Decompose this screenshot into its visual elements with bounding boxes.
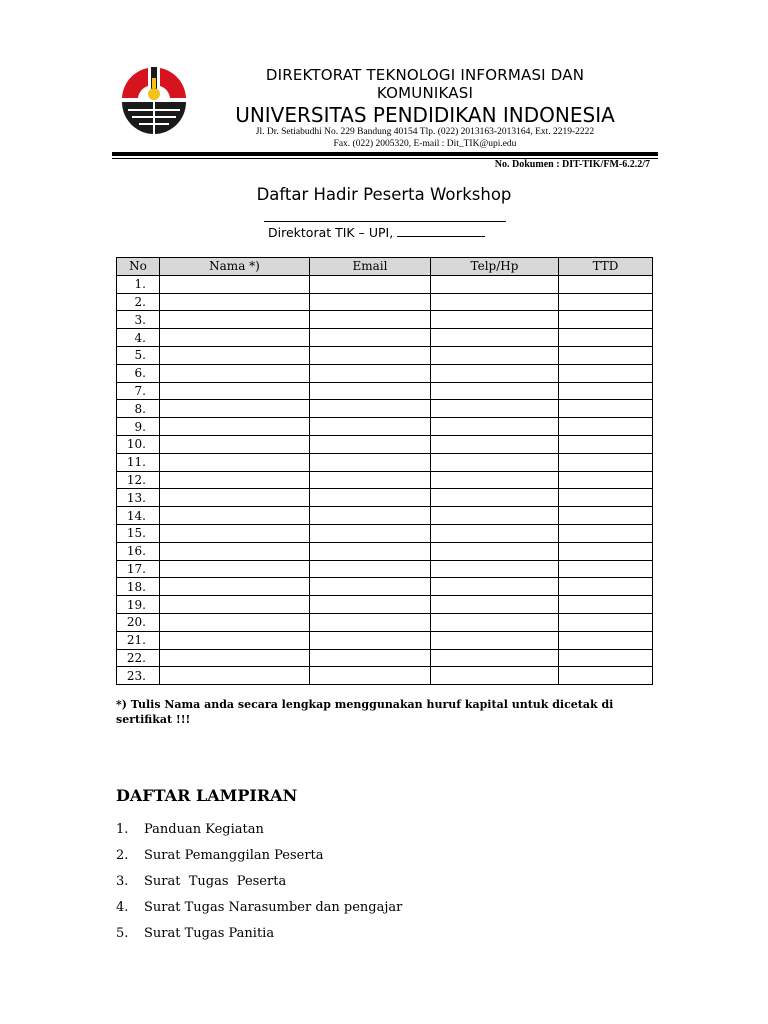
telp-cell bbox=[431, 542, 559, 560]
nama-cell bbox=[160, 418, 310, 436]
table-row bbox=[117, 346, 653, 364]
row-number: 3. bbox=[117, 311, 160, 329]
email-cell bbox=[310, 596, 431, 614]
telp-cell bbox=[431, 667, 559, 685]
subtitle-text: Direktorat TIK – UPI, bbox=[268, 225, 394, 240]
email-cell bbox=[310, 311, 431, 329]
telp-cell bbox=[431, 400, 559, 418]
row-number: 8. bbox=[117, 400, 160, 418]
lampiran-item-text: Panduan Kegiatan bbox=[144, 822, 264, 837]
telp-cell bbox=[431, 613, 559, 631]
telp-cell bbox=[431, 631, 559, 649]
row-number: 12. bbox=[117, 471, 160, 489]
row-number: 11. bbox=[117, 453, 160, 471]
row-number: 19. bbox=[117, 596, 160, 614]
nama-cell bbox=[160, 613, 310, 631]
email-cell bbox=[310, 613, 431, 631]
telp-cell bbox=[431, 578, 559, 596]
ttd-cell bbox=[559, 507, 653, 525]
telp-cell bbox=[431, 382, 559, 400]
ttd-cell bbox=[559, 311, 653, 329]
table-row bbox=[117, 364, 653, 382]
lampiran-item-text: Surat Pemanggilan Peserta bbox=[144, 848, 324, 863]
row-number: 1. bbox=[117, 275, 160, 293]
nama-cell bbox=[160, 293, 310, 311]
row-number: 17. bbox=[117, 560, 160, 578]
telp-cell bbox=[431, 293, 559, 311]
email-cell bbox=[310, 382, 431, 400]
email-cell bbox=[310, 275, 431, 293]
table-body bbox=[117, 275, 653, 684]
ttd-cell bbox=[559, 435, 653, 453]
lampiran-item bbox=[116, 847, 324, 865]
table-row bbox=[117, 631, 653, 649]
telp-cell bbox=[431, 311, 559, 329]
nama-cell bbox=[160, 489, 310, 507]
header-ttd: TTD bbox=[559, 258, 653, 276]
nama-cell bbox=[160, 400, 310, 418]
table-row bbox=[117, 435, 653, 453]
table-row bbox=[117, 382, 653, 400]
table-row bbox=[117, 596, 653, 614]
nama-cell bbox=[160, 364, 310, 382]
nama-cell bbox=[160, 578, 310, 596]
nama-cell bbox=[160, 346, 310, 364]
document-number: No. Dokumen : DIT-TIK/FM-6.2.2/7 bbox=[494, 159, 650, 170]
lampiran-item bbox=[116, 873, 286, 891]
telp-cell bbox=[431, 649, 559, 667]
telp-cell bbox=[431, 489, 559, 507]
email-cell bbox=[310, 293, 431, 311]
email-cell bbox=[310, 489, 431, 507]
telp-cell bbox=[431, 524, 559, 542]
row-number: 21. bbox=[117, 631, 160, 649]
row-number: 14. bbox=[117, 507, 160, 525]
email-cell bbox=[310, 542, 431, 560]
lampiran-item bbox=[116, 925, 274, 943]
header-divider-thick bbox=[112, 152, 658, 156]
ttd-cell bbox=[559, 346, 653, 364]
telp-cell bbox=[431, 364, 559, 382]
table-row bbox=[117, 542, 653, 560]
lampiran-item bbox=[116, 899, 402, 917]
telp-cell bbox=[431, 275, 559, 293]
table-row bbox=[117, 453, 653, 471]
ttd-cell bbox=[559, 578, 653, 596]
row-number: 10. bbox=[117, 435, 160, 453]
ttd-cell bbox=[559, 542, 653, 560]
table-row bbox=[117, 578, 653, 596]
lampiran-item-number: 3. bbox=[116, 874, 129, 889]
email-cell bbox=[310, 418, 431, 436]
email-cell bbox=[310, 649, 431, 667]
row-number: 9. bbox=[117, 418, 160, 436]
nama-cell bbox=[160, 311, 310, 329]
address-line-2: Fax. (022) 2005320, E-mail : Dit_TIK@upi.edu bbox=[333, 139, 517, 149]
lampiran-item-number: 4. bbox=[116, 900, 129, 915]
email-cell bbox=[310, 435, 431, 453]
ttd-cell bbox=[559, 418, 653, 436]
header-telp: Telp/Hp bbox=[431, 258, 559, 276]
telp-cell bbox=[431, 596, 559, 614]
nama-cell bbox=[160, 435, 310, 453]
ttd-cell bbox=[559, 524, 653, 542]
table-row bbox=[117, 275, 653, 293]
upi-emblem-icon bbox=[118, 64, 190, 136]
ttd-cell bbox=[559, 613, 653, 631]
form-title: Daftar Hadir Peserta Workshop bbox=[256, 185, 512, 204]
nama-cell bbox=[160, 649, 310, 667]
lampiran-item-text: Surat Tugas Narasumber dan pengajar bbox=[144, 900, 403, 915]
telp-cell bbox=[431, 329, 559, 347]
ttd-cell bbox=[559, 453, 653, 471]
nama-cell bbox=[160, 507, 310, 525]
table-row bbox=[117, 613, 653, 631]
email-cell bbox=[310, 329, 431, 347]
ttd-cell bbox=[559, 382, 653, 400]
nama-cell bbox=[160, 560, 310, 578]
email-cell bbox=[310, 578, 431, 596]
nama-cell bbox=[160, 667, 310, 685]
ttd-cell bbox=[559, 400, 653, 418]
lampiran-item-number: 1. bbox=[116, 822, 129, 837]
header-no: No bbox=[117, 258, 160, 276]
table-row bbox=[117, 329, 653, 347]
lampiran-title: DAFTAR LAMPIRAN bbox=[116, 786, 298, 805]
nama-cell bbox=[160, 453, 310, 471]
nama-cell bbox=[160, 542, 310, 560]
ttd-cell bbox=[559, 364, 653, 382]
email-cell bbox=[310, 400, 431, 418]
row-number: 7. bbox=[117, 382, 160, 400]
table-row bbox=[117, 293, 653, 311]
telp-cell bbox=[431, 453, 559, 471]
university-name: UNIVERSITAS PENDIDIKAN INDONESIA bbox=[235, 103, 615, 127]
email-cell bbox=[310, 524, 431, 542]
ttd-cell bbox=[559, 631, 653, 649]
row-number: 22. bbox=[117, 649, 160, 667]
telp-cell bbox=[431, 435, 559, 453]
nama-cell bbox=[160, 329, 310, 347]
telp-cell bbox=[431, 471, 559, 489]
ttd-cell bbox=[559, 329, 653, 347]
row-number: 2. bbox=[117, 293, 160, 311]
lampiran-item-text: Surat Tugas Panitia bbox=[144, 926, 275, 941]
table-row bbox=[117, 667, 653, 685]
email-cell bbox=[310, 667, 431, 685]
header-email: Email bbox=[310, 258, 431, 276]
email-cell bbox=[310, 471, 431, 489]
ttd-cell bbox=[559, 596, 653, 614]
table-row bbox=[117, 489, 653, 507]
attendance-table bbox=[116, 257, 653, 685]
nama-cell bbox=[160, 382, 310, 400]
lampiran-item-text: Surat Tugas Peserta bbox=[144, 874, 287, 889]
table-row bbox=[117, 311, 653, 329]
directorate-name: DIREKTORAT TEKNOLOGI INFORMASI DAN KOMUNIKASI bbox=[265, 66, 585, 102]
table-row bbox=[117, 649, 653, 667]
row-number: 6. bbox=[117, 364, 160, 382]
address-line-1: Jl. Dr. Setiabudhi No. 229 Bandung 40154 Tlp. (022) 2013163-2013164, Ext. 2219-2222 bbox=[255, 127, 595, 137]
ttd-cell bbox=[559, 293, 653, 311]
footnote: *) Tulis Nama anda secara lengkap menggunakan huruf kapital untuk dicetak di sertifikat !!! bbox=[116, 698, 614, 726]
lampiran-item-number: 2. bbox=[116, 848, 129, 863]
lampiran-item-number: 5. bbox=[116, 926, 129, 941]
email-cell bbox=[310, 560, 431, 578]
nama-cell bbox=[160, 631, 310, 649]
table-header-row bbox=[117, 258, 653, 276]
ttd-cell bbox=[559, 649, 653, 667]
nama-cell bbox=[160, 596, 310, 614]
email-cell bbox=[310, 346, 431, 364]
telp-cell bbox=[431, 560, 559, 578]
table-row bbox=[117, 471, 653, 489]
email-cell bbox=[310, 364, 431, 382]
row-number: 15. bbox=[117, 524, 160, 542]
email-cell bbox=[310, 631, 431, 649]
row-number: 16. bbox=[117, 542, 160, 560]
ttd-cell bbox=[559, 489, 653, 507]
row-number: 18. bbox=[117, 578, 160, 596]
table-row bbox=[117, 400, 653, 418]
row-number: 23. bbox=[117, 667, 160, 685]
date-blank bbox=[397, 224, 485, 237]
nama-cell bbox=[160, 471, 310, 489]
table-row bbox=[117, 507, 653, 525]
row-number: 13. bbox=[117, 489, 160, 507]
row-number: 5. bbox=[117, 346, 160, 364]
lampiran-item bbox=[116, 821, 264, 839]
table-row bbox=[117, 418, 653, 436]
email-cell bbox=[310, 507, 431, 525]
table-row bbox=[117, 524, 653, 542]
event-name-blank bbox=[264, 221, 506, 222]
ttd-cell bbox=[559, 275, 653, 293]
email-cell bbox=[310, 453, 431, 471]
nama-cell bbox=[160, 524, 310, 542]
telp-cell bbox=[431, 507, 559, 525]
telp-cell bbox=[431, 418, 559, 436]
telp-cell bbox=[431, 346, 559, 364]
nama-cell bbox=[160, 275, 310, 293]
row-number: 4. bbox=[117, 329, 160, 347]
form-subtitle bbox=[268, 224, 485, 241]
row-number: 20. bbox=[117, 613, 160, 631]
table-row bbox=[117, 560, 653, 578]
ttd-cell bbox=[559, 560, 653, 578]
ttd-cell bbox=[559, 667, 653, 685]
ttd-cell bbox=[559, 471, 653, 489]
header-nama: Nama *) bbox=[160, 258, 310, 276]
